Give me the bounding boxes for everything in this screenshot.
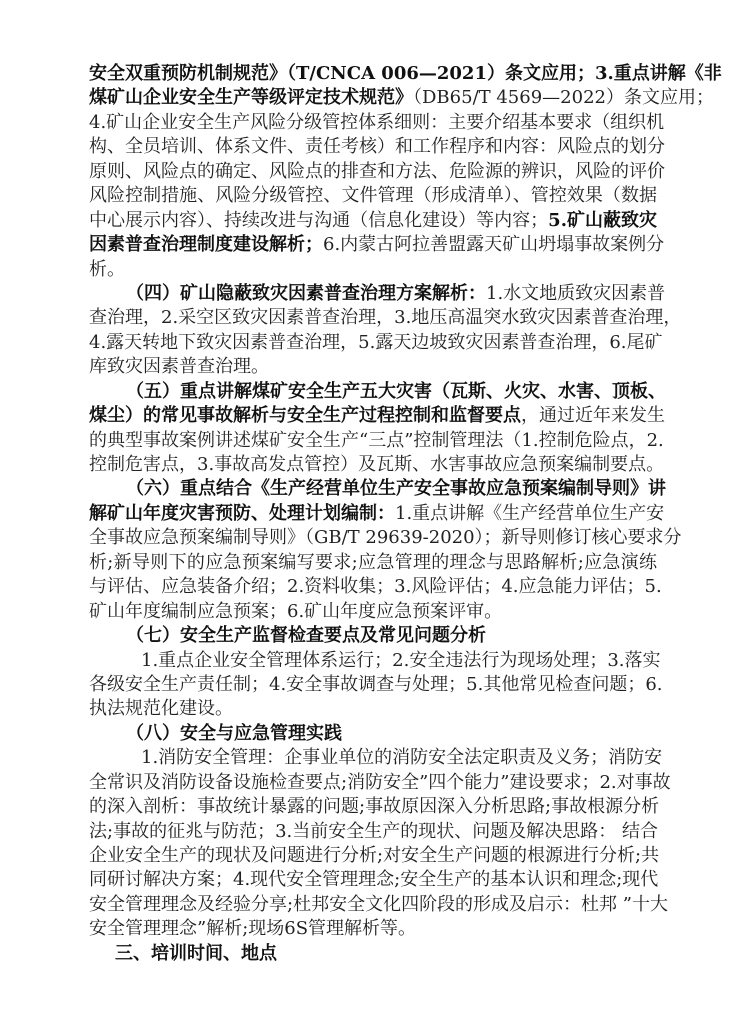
bold-text: （五）重点讲解煤矿安全生产五大灾害（瓦斯、火灾、水害、顶板、 bbox=[126, 380, 666, 402]
text-line bbox=[89, 429, 664, 453]
body-text: 法;事故的征兆与防范；3.当前安全生产的现状、问题及解决思路： 结合 bbox=[89, 820, 658, 842]
body-text: 4.露天转地下致灾因素普查治理，5.露天边坡致灾因素普查治理，6.尾矿 bbox=[89, 331, 663, 353]
body-text: 同研讨解决方案；4.现代安全管理理念;安全生产的基本认识和理念;现代 bbox=[89, 869, 659, 891]
document-page bbox=[89, 62, 722, 966]
text-line bbox=[89, 135, 665, 159]
body-text: 风险控制措施、风险分级管控、文件管理（形成清单）、管控效果（数据 bbox=[89, 185, 657, 207]
text-line bbox=[89, 868, 657, 892]
body-text: 构、全员培训、体系文件、责任考核）和工作程序和内容：风险点的划分 bbox=[89, 136, 665, 158]
body-text: 全常识及消防设备设施检查要点;消防安全”四个能力”建设要求；2.对事故 bbox=[89, 771, 671, 793]
body-text: 企业安全生产的现状及问题进行分析;对安全生产问题的根源进行分析;共 bbox=[89, 845, 660, 866]
body-text: 1.重点企业安全管理体系运行；2.安全违法行为现场处理；3.落实 bbox=[141, 649, 661, 671]
body-text: 矿山年度编制应急预案；6.矿山年度应急预案评审。 bbox=[89, 600, 503, 622]
paragraph-first-line bbox=[89, 722, 657, 746]
text-line bbox=[89, 258, 657, 282]
body-text: 安全管理理念”解析;现场6S管理解析等。 bbox=[89, 918, 417, 940]
body-text: 执法规范化建设。 bbox=[89, 698, 233, 720]
text-line bbox=[89, 355, 657, 379]
body-text: 6.内蒙古阿拉善盟露天矿山坍塌事故案例分 bbox=[323, 234, 665, 256]
text-line bbox=[89, 600, 657, 624]
text-line bbox=[89, 184, 657, 208]
text-line bbox=[89, 233, 665, 257]
text-line bbox=[89, 62, 722, 86]
bold-text: （八）安全与应急管理实践 bbox=[126, 722, 342, 744]
body-text: 原则、风险点的确定、风险点的排查和方法、危险源的辨识，风险的评价 bbox=[89, 160, 665, 182]
text-line bbox=[89, 795, 660, 819]
bold-text: 5.矿山蔽致灾 bbox=[548, 209, 657, 231]
body-text: 各级安全生产责任制；4.安全事故调查与处理；5.其他常见检查问题；6. bbox=[89, 673, 663, 695]
body-text: 的典型事故案例讲述煤矿安全生产“三点”控制管理法（1.控制危险点，2. bbox=[89, 429, 664, 451]
text-line bbox=[89, 893, 668, 917]
bold-text: 三、培训时间、地点 bbox=[115, 942, 277, 964]
body-text: 中心展示内容）、持续改进与沟通（信息化建设）等内容； bbox=[89, 209, 549, 231]
body-text: 析;新导则下的应急预案编写要求;应急管理的理念与思路解析;应急演练 bbox=[89, 551, 657, 573]
text-line bbox=[89, 551, 657, 575]
body-text: 4.矿山企业安全生产风险分级管控体系细则：主要介绍基本要求（组织机 bbox=[89, 111, 665, 133]
text-line bbox=[89, 771, 671, 795]
body-text: 1.消防安全管理：企事业单位的消防安全法定职责及义务；消防安 bbox=[141, 747, 663, 769]
paragraph-first-line bbox=[89, 624, 657, 648]
text-line bbox=[89, 404, 665, 428]
text-line bbox=[89, 502, 665, 526]
bold-text: 解矿山年度灾害预防、处理计划编制： bbox=[89, 502, 395, 524]
body-text: 析。 bbox=[89, 258, 125, 280]
text-line bbox=[89, 697, 657, 721]
body-text: 1.水文地质致灾因素普 bbox=[486, 282, 666, 304]
text-line bbox=[89, 917, 657, 941]
body-text: 1.重点讲解《生产经营单位生产安 bbox=[395, 502, 665, 524]
text-line bbox=[89, 160, 665, 184]
text-line bbox=[89, 306, 682, 330]
body-text: ，通过近年来发生 bbox=[521, 405, 665, 427]
text-line bbox=[89, 844, 660, 868]
bold-text: （六）重点结合《生产经营单位生产安全事故应急预案编制导则》讲 bbox=[126, 478, 666, 500]
bold-text: 安全双重预防机制规范》（T/CNCA 006—2021）条文应用；3.重点讲解《非 bbox=[89, 63, 722, 84]
section-heading bbox=[89, 942, 657, 966]
body-text: 的深入剖析：事故统计暴露的问题;事故原因深入分析思路;事故根源分析 bbox=[89, 796, 660, 818]
body-text: （DB65/T 4569—2022）条文应用； bbox=[413, 87, 714, 109]
body-text: 全事故应急预案编制导则》（GB/T 29639-2020）；新导则修订核心要求分 bbox=[89, 527, 682, 549]
text-line bbox=[89, 453, 665, 477]
paragraph-first-line bbox=[89, 746, 663, 770]
bold-text: 煤尘）的常见事故解析与安全生产过程控制和监督要点 bbox=[89, 405, 521, 427]
text-line bbox=[89, 86, 714, 110]
bold-text: （四）矿山隐蔽致灾因素普查治理方案解析： bbox=[126, 282, 486, 304]
paragraph-first-line bbox=[89, 380, 666, 404]
body-text: 安全管理理念及经验分享;杜邦安全文化四阶段的形成及启示：杜邦 ”十大 bbox=[89, 893, 668, 915]
text-line bbox=[89, 331, 663, 355]
body-text: 查治理，2.采空区致灾因素普查治理，3.地压高温突水致灾因素普查治理， bbox=[89, 307, 682, 329]
text-line bbox=[89, 526, 682, 550]
text-line bbox=[89, 111, 665, 135]
paragraph-first-line bbox=[89, 477, 666, 501]
paragraph-first-line bbox=[89, 649, 661, 673]
text-line bbox=[89, 209, 657, 233]
bold-text: 煤矿山企业安全生产等级评定技术规范》 bbox=[89, 87, 413, 109]
bold-text: （七）安全生产监督检查要点及常见问题分析 bbox=[126, 625, 486, 647]
body-text: 控制危害点，3.事故高发点管控）及瓦斯、水害事故应急预案编制要点。 bbox=[89, 454, 665, 475]
bold-text: 因素普查治理制度建设解析； bbox=[89, 234, 323, 256]
text-line bbox=[89, 820, 657, 844]
text-line bbox=[89, 575, 662, 599]
body-text: 库致灾因素普查治理。 bbox=[89, 356, 269, 378]
paragraph-first-line bbox=[89, 282, 666, 306]
body-text: 与评估、应急装备介绍；2.资料收集；3.风险评估；4.应急能力评估；5. bbox=[89, 576, 662, 598]
text-line bbox=[89, 673, 663, 697]
